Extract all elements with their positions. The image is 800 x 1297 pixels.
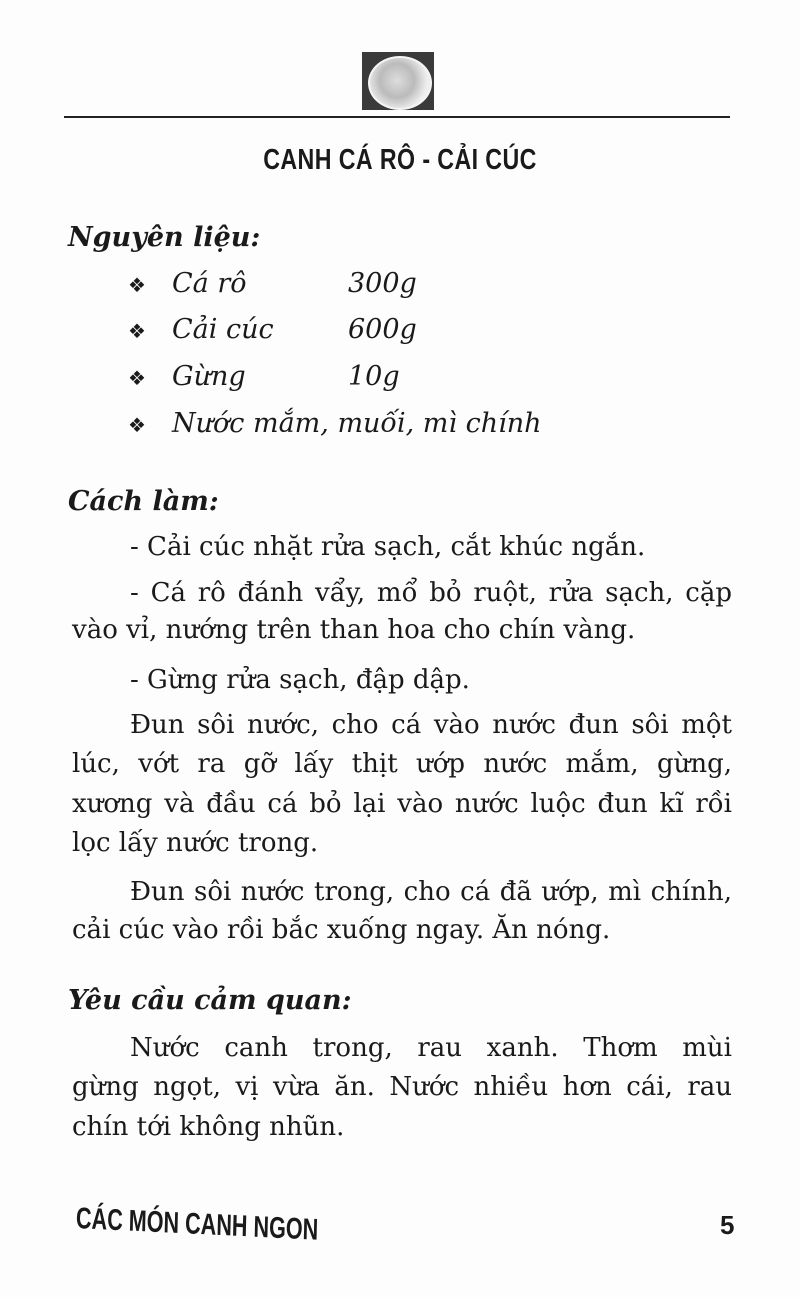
book-title-footer: CÁC MÓN CANH NGON bbox=[75, 1202, 319, 1247]
header-divider bbox=[64, 116, 730, 118]
soup-bowl-illustration bbox=[362, 52, 434, 110]
method-line: cải cúc vào rồi bắc xuống ngay. Ăn nóng. bbox=[72, 915, 611, 945]
quality-line: Nước canh trong, rau xanh. Thơm mùi bbox=[130, 1033, 732, 1063]
method-line: lọc lấy nước trong. bbox=[72, 828, 319, 858]
ingredient-name: Nước mắm, muối, mì chính bbox=[172, 408, 542, 439]
ingredient-name: Cải cúc bbox=[172, 314, 274, 345]
method-line: Đun sôi nước trong, cho cá đã ướp, mì chính, bbox=[130, 877, 732, 907]
method-line: - Cải cúc nhặt rửa sạch, cắt khúc ngắn. bbox=[130, 532, 646, 562]
ingredient-qty: 10g bbox=[348, 361, 400, 392]
method-line: - Cá rô đánh vẩy, mổ bỏ ruột, rửa sạch, cặp bbox=[130, 578, 732, 608]
method-line: vào vỉ, nướng trên than hoa cho chín vàng. bbox=[72, 615, 636, 645]
quality-heading: Yêu cầu cảm quan: bbox=[68, 985, 352, 1016]
method-line: - Gừng rửa sạch, đập dập. bbox=[130, 665, 470, 695]
ingredient-name: Gừng bbox=[172, 361, 246, 392]
method-line: lúc, vớt ra gỡ lấy thịt ướp nước mắm, gừng, bbox=[72, 749, 732, 779]
bullet-icon: ❖ bbox=[128, 273, 146, 297]
ingredient-qty: 300g bbox=[348, 268, 417, 299]
quality-line: chín tới không nhũn. bbox=[72, 1112, 345, 1142]
bullet-icon: ❖ bbox=[128, 366, 146, 390]
ingredient-name: Cá rô bbox=[172, 268, 247, 299]
page-number: 5 bbox=[720, 1210, 735, 1240]
recipe-title: CANH CÁ RÔ - CẢI CÚC bbox=[263, 144, 537, 176]
ingredient-qty: 600g bbox=[348, 314, 417, 345]
method-line: Đun sôi nước, cho cá vào nước đun sôi một bbox=[130, 710, 732, 740]
bullet-icon: ❖ bbox=[128, 413, 146, 437]
method-line: xương và đầu cá bỏ lại vào nước luộc đun kĩ rồi bbox=[72, 789, 732, 819]
bullet-icon: ❖ bbox=[128, 319, 146, 343]
ingredients-heading: Nguyên liệu: bbox=[68, 222, 261, 253]
quality-line: gừng ngọt, vị vừa ăn. Nước nhiều hơn cái, rau bbox=[72, 1072, 732, 1102]
method-heading: Cách làm: bbox=[68, 486, 219, 517]
